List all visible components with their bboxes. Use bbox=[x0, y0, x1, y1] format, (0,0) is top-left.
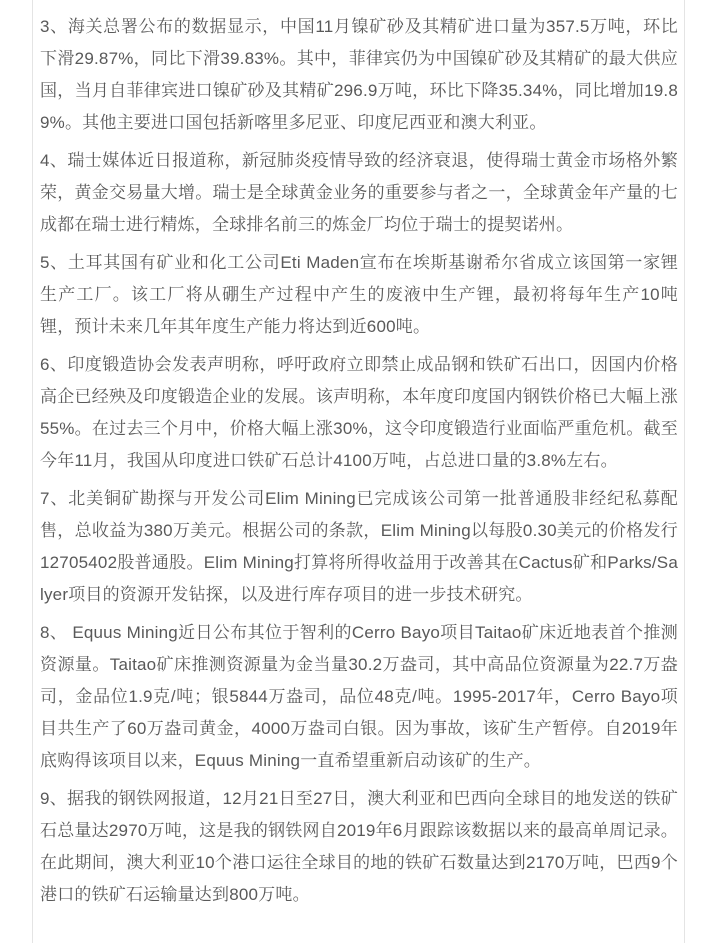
news-paragraph-9: 9、据我的钢铁网报道，12月21日至27日，澳大利亚和巴西向全球目的地发送的铁矿石总量达2970万吨，这是我的钢铁网自2019年6月跟踪该数据以来的最高单周记录。在此期间，澳大利亚10个港口运往全球目的地的铁矿石数量达到2170万吨，巴西9个港口的铁矿石运输量达到800万吨。 bbox=[40, 789, 678, 904]
news-paragraph-5: 5、土耳其国有矿业和化工公司Eti Maden宣布在埃斯基谢希尔省成立该国第一家锂生产工厂。该工厂将从硼生产过程中产生的废液中生产锂，最初将每年生产10吨锂，预计未来几年其年度生产能力将达到近600吨。 bbox=[40, 253, 678, 336]
news-paragraph-8: 8、 Equus Mining近日公布其位于智利的Cerro Bayo项目Taitao矿床近地表首个推测资源量。Taitao矿床推测资源量为金当量30.2万盎司，其中高品位资源量为22.7万盎司，金品位1.9克/吨；银5844万盎司，品位48克/吨。1995-2017年，Cerro Bayo项目共生产了60万盎司黄金，4000万盎司白银。因为事故，该矿生产暂停。自2019年底购得该项目以来，Equus Mining一直希望重新启动该矿的生产。 bbox=[40, 623, 678, 770]
news-article bbox=[40, 11, 678, 911]
news-paragraph-4: 4、瑞士媒体近日报道称，新冠肺炎疫情导致的经济衰退，使得瑞士黄金市场格外繁荣，黄金交易量大增。瑞士是全球黄金业务的重要参与者之一，全球黄金年产量的七成都在瑞士进行精炼，全球排名前三的炼金厂均位于瑞士的提契诺州。 bbox=[40, 151, 678, 234]
article-content-column bbox=[32, 0, 685, 943]
news-paragraph-7: 7、北美铜矿勘探与开发公司Elim Mining已完成该公司第一批普通股非经纪私募配售，总收益为380万美元。根据公司的条款，Elim Mining以每股0.30美元的价格发行12705402股普通股。Elim Mining打算将所得收益用于改善其在Cactus矿和Parks/Salyer项目的资源开发钻探，以及进行库存项目的进一步技术研究。 bbox=[40, 489, 678, 604]
news-paragraph-3: 3、海关总署公布的数据显示，中国11月镍矿砂及其精矿进口量为357.5万吨，环比下滑29.87%，同比下滑39.83%。其中，菲律宾仍为中国镍矿砂及其精矿的最大供应国，当月自菲律宾进口镍矿砂及其精矿296.9万吨，环比下降35.34%，同比增加19.89%。其他主要进口国包括新喀里多尼亚、印度尼西亚和澳大利亚。 bbox=[40, 17, 678, 132]
news-paragraph-6: 6、印度锻造协会发表声明称，呼吁政府立即禁止成品钢和铁矿石出口，因国内价格高企已经殃及印度锻造企业的发展。该声明称，本年度印度国内钢铁价格已大幅上涨55%。在过去三个月中，价格大幅上涨30%，这令印度锻造行业面临严重危机。截至今年11月，我国从印度进口铁矿石总计4100万吨，占总进口量的3.8%左右。 bbox=[40, 355, 678, 470]
